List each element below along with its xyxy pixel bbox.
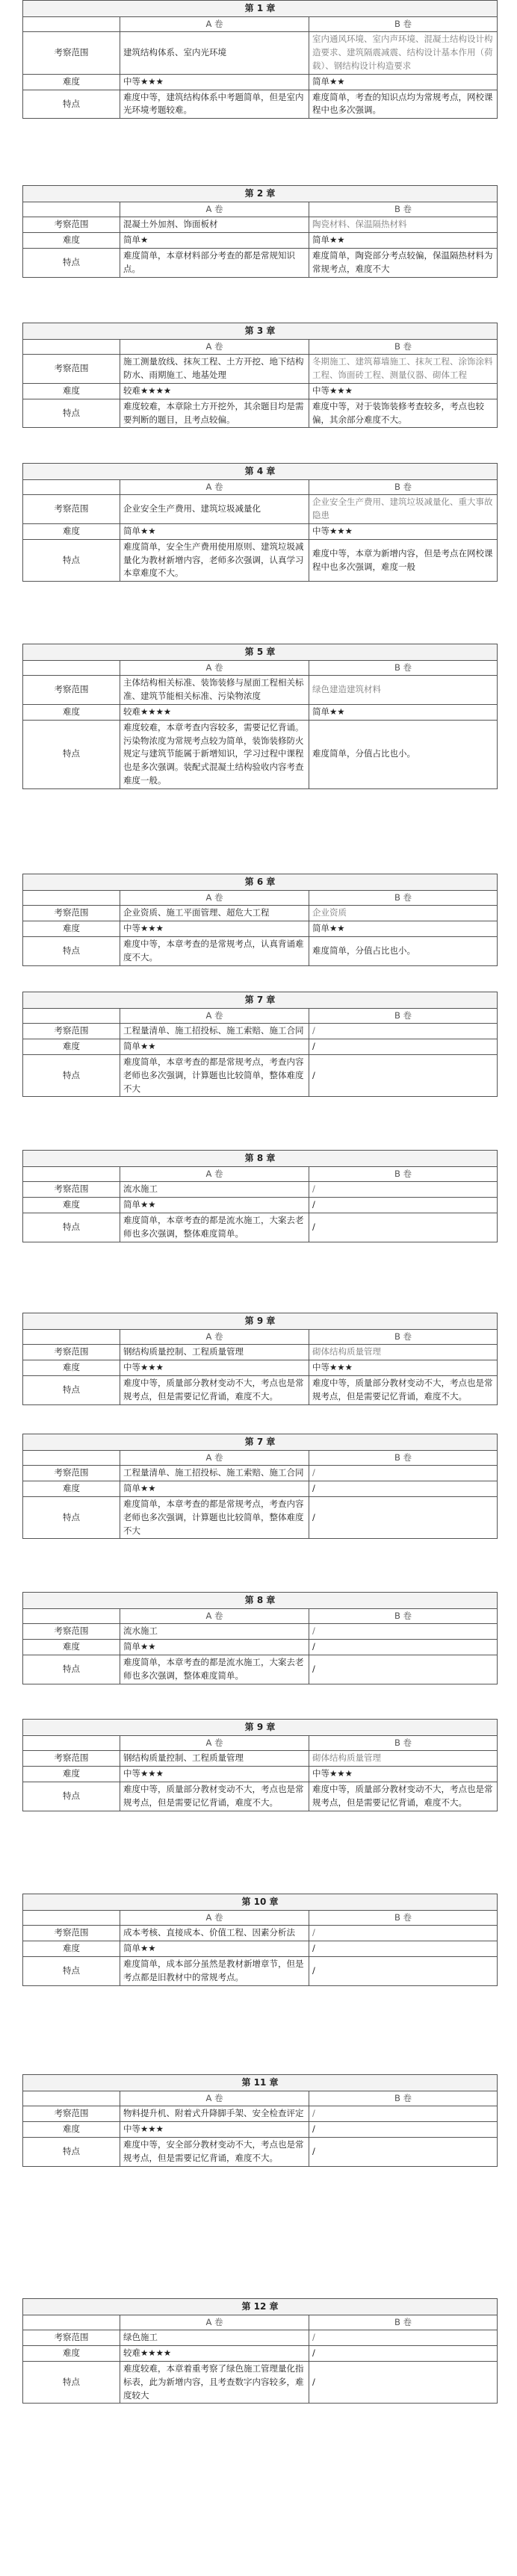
chapter-title-row — [23, 1, 498, 17]
chapter-title-row — [23, 644, 498, 661]
scope-label: 考察范围 — [23, 1182, 120, 1198]
scope-label: 考察范围 — [23, 217, 120, 233]
difficulty-row — [23, 233, 498, 249]
difficulty-a: 中等★★★ — [120, 1767, 309, 1782]
features-row — [23, 249, 498, 278]
difficulty-label: 难度 — [23, 233, 120, 249]
difficulty-label: 难度 — [23, 524, 120, 540]
features-label: 特点 — [23, 1655, 120, 1684]
features-a: 难度简单，本章材料部分考查的都是常规知识点。 — [120, 249, 309, 278]
chapter-title: 第 10 章 — [23, 1894, 498, 1911]
features-row — [23, 1055, 498, 1097]
difficulty-b: 简单★★ — [309, 921, 498, 937]
features-b: 难度中等，本章为新增内容，但是考点在网校课程中也多次强调，难度一般 — [309, 539, 498, 581]
col-b-header: B 卷 — [309, 1329, 498, 1345]
col-a-header: A 卷 — [120, 1608, 309, 1624]
scope-row — [23, 906, 498, 921]
features-a: 难度简单，安全生产费用使用原则、建筑垃圾减量化为教材新增内容，老师多次强调，认真学习本章难度不大。 — [120, 539, 309, 581]
difficulty-a: 简单★★ — [120, 1640, 309, 1655]
difficulty-a: 较难★★★★ — [120, 2346, 309, 2362]
features-label: 特点 — [23, 90, 120, 119]
col-a-header: A 卷 — [120, 2091, 309, 2106]
column-header-row — [23, 1450, 498, 1466]
chapter-title: 第 1 章 — [23, 1, 498, 17]
difficulty-a: 中等★★★ — [120, 2122, 309, 2138]
chapter-title: 第 7 章 — [23, 1434, 498, 1451]
col-a-header: A 卷 — [120, 1735, 309, 1751]
scope-label: 考察范围 — [23, 1751, 120, 1767]
scope-a: 钢结构质量控制、工程质量管理 — [120, 1345, 309, 1360]
difficulty-b: 简单★★ — [309, 233, 498, 249]
corner-cell — [23, 479, 120, 495]
scope-label: 考察范围 — [23, 1926, 120, 1941]
difficulty-label: 难度 — [23, 1481, 120, 1497]
column-header-row — [23, 16, 498, 32]
scope-label: 考察范围 — [23, 676, 120, 705]
column-header-row — [23, 339, 498, 355]
features-a: 难度较难，本章考查内容较多，需要记忆背诵。污染物浓度为常规考点较为简单，装饰装修防火规定与建筑节能属于新增知识，学习过程中课程也是多次强调。装配式混凝土结构验收内容考查难度一般。 — [120, 720, 309, 788]
column-header-row — [23, 1735, 498, 1751]
column-header-row — [23, 1608, 498, 1624]
corner-cell — [23, 660, 120, 676]
features-label: 特点 — [23, 1055, 120, 1097]
col-a-header: A 卷 — [120, 1450, 309, 1466]
col-a-header: A 卷 — [120, 202, 309, 217]
col-a-header: A 卷 — [120, 1329, 309, 1345]
scope-label: 考察范围 — [23, 2106, 120, 2122]
scope-b: / — [309, 1024, 498, 1039]
scope-label: 考察范围 — [23, 2330, 120, 2346]
difficulty-b: 中等★★★ — [309, 1360, 498, 1376]
scope-a: 物料提升机、附着式升降脚手架、安全检查评定 — [120, 2106, 309, 2122]
difficulty-label: 难度 — [23, 2122, 120, 2138]
col-b-header: B 卷 — [309, 1608, 498, 1624]
difficulty-label: 难度 — [23, 1640, 120, 1655]
scope-a: 企业安全生产费用、建筑垃圾减量化 — [120, 495, 309, 524]
difficulty-row — [23, 74, 498, 90]
features-row — [23, 90, 498, 119]
chapter-title: 第 6 章 — [23, 874, 498, 891]
difficulty-row — [23, 705, 498, 721]
features-a: 难度简单，成本部分虽然是教材新增章节，但是考点都是旧教材中的常规考点。 — [120, 1957, 309, 1986]
scope-b: / — [309, 2106, 498, 2122]
col-a-header: A 卷 — [120, 1166, 309, 1182]
col-a-header: A 卷 — [120, 1008, 309, 1024]
col-a-header: A 卷 — [120, 339, 309, 355]
scope-b: 室内通风环境、室内声环境、混凝土结构设计构造要求、建筑隔震减震、结构设计基本作用（荷载）、钢结构设计构造要求 — [309, 32, 498, 74]
difficulty-label: 难度 — [23, 1941, 120, 1957]
difficulty-row — [23, 524, 498, 540]
corner-cell — [23, 1450, 120, 1466]
chapter-table — [22, 644, 498, 789]
chapter-title: 第 12 章 — [23, 2299, 498, 2315]
col-b-header: B 卷 — [309, 1166, 498, 1182]
chapter-title: 第 5 章 — [23, 644, 498, 661]
scope-row — [23, 2106, 498, 2122]
difficulty-a: 中等★★★ — [120, 1360, 309, 1376]
features-b: / — [309, 2362, 498, 2404]
chapter-title: 第 4 章 — [23, 464, 498, 480]
corner-cell — [23, 1735, 120, 1751]
difficulty-b: 简单★★ — [309, 705, 498, 721]
chapter-title-row — [23, 464, 498, 480]
col-b-header: B 卷 — [309, 1735, 498, 1751]
features-a: 难度较难，本章着重考察了绿色施工管理量化指标表，此为新增内容，且考查数字内容较多，难度较大 — [120, 2362, 309, 2404]
features-row — [23, 1655, 498, 1684]
chapter-table — [22, 874, 498, 966]
features-a: 难度中等，安全部分教材变动不大，考点也是常规考点，但是需要记忆背诵，难度不大。 — [120, 2138, 309, 2167]
corner-cell — [23, 202, 120, 217]
difficulty-a: 较难★★★★ — [120, 384, 309, 399]
col-a-header: A 卷 — [120, 1910, 309, 1926]
difficulty-row — [23, 1941, 498, 1957]
column-header-row — [23, 2091, 498, 2106]
chapter-title-row — [23, 186, 498, 202]
scope-b: 冬期施工、建筑幕墙施工、抹灰工程、涂饰涂料工程、饰面砖工程、测量仪器、砌体工程 — [309, 355, 498, 384]
corner-cell — [23, 16, 120, 32]
col-b-header: B 卷 — [309, 2315, 498, 2330]
difficulty-row — [23, 2346, 498, 2362]
features-label: 特点 — [23, 2362, 120, 2404]
chapter-title: 第 9 章 — [23, 1313, 498, 1330]
chapter-table — [22, 992, 498, 1097]
features-row — [23, 1782, 498, 1811]
difficulty-a: 简单★★ — [120, 1198, 309, 1213]
difficulty-b: / — [309, 1640, 498, 1655]
col-b-header: B 卷 — [309, 479, 498, 495]
difficulty-row — [23, 1640, 498, 1655]
scope-label: 考察范围 — [23, 1345, 120, 1360]
difficulty-label: 难度 — [23, 1198, 120, 1213]
difficulty-b: 中等★★★ — [309, 1767, 498, 1782]
difficulty-a: 简单★★ — [120, 524, 309, 540]
features-label: 特点 — [23, 249, 120, 278]
features-b: / — [309, 1213, 498, 1242]
col-b-header: B 卷 — [309, 16, 498, 32]
features-label: 特点 — [23, 1782, 120, 1811]
features-row — [23, 937, 498, 966]
features-b: 难度中等，对于装饰装修考查较多，考点也较偏，其余部分难度不大。 — [309, 399, 498, 428]
scope-row — [23, 32, 498, 74]
col-b-header: B 卷 — [309, 339, 498, 355]
scope-a: 钢结构质量控制、工程质量管理 — [120, 1751, 309, 1767]
column-header-row — [23, 202, 498, 217]
chapter-title-row — [23, 1151, 498, 1167]
col-a-header: A 卷 — [120, 479, 309, 495]
column-header-row — [23, 1166, 498, 1182]
features-label: 特点 — [23, 2138, 120, 2167]
features-b: 难度简单，考查的知识点均为常规考点，网校课程中也多次强调。 — [309, 90, 498, 119]
scope-a: 绿色施工 — [120, 2330, 309, 2346]
difficulty-b: / — [309, 1941, 498, 1957]
chapter-title-row — [23, 1894, 498, 1911]
col-a-header: A 卷 — [120, 2315, 309, 2330]
chapter-table — [22, 323, 498, 428]
col-b-header: B 卷 — [309, 2091, 498, 2106]
column-header-row — [23, 660, 498, 676]
difficulty-label: 难度 — [23, 384, 120, 399]
scope-a: 建筑结构体系、室内光环境 — [120, 32, 309, 74]
col-b-header: B 卷 — [309, 890, 498, 906]
chapter-title-row — [23, 1434, 498, 1451]
chapter-title-row — [23, 1313, 498, 1330]
scope-b: 陶瓷材料、保温隔热材料 — [309, 217, 498, 233]
features-a: 难度中等，质量部分教材变动不大，考点也是常规考点，但是需要记忆背诵，难度不大。 — [120, 1376, 309, 1405]
corner-cell — [23, 339, 120, 355]
difficulty-row — [23, 2122, 498, 2138]
chapter-title: 第 8 章 — [23, 1593, 498, 1609]
scope-row — [23, 676, 498, 705]
difficulty-a: 简单★ — [120, 233, 309, 249]
chapter-table — [22, 1313, 498, 1405]
difficulty-a: 较难★★★★ — [120, 705, 309, 721]
column-header-row — [23, 890, 498, 906]
chapter-title: 第 2 章 — [23, 186, 498, 202]
chapter-title-row — [23, 1720, 498, 1736]
column-header-row — [23, 1008, 498, 1024]
chapter-title-row — [23, 2075, 498, 2091]
scope-a: 流水施工 — [120, 1182, 309, 1198]
corner-cell — [23, 1608, 120, 1624]
difficulty-label: 难度 — [23, 1360, 120, 1376]
col-a-header: A 卷 — [120, 660, 309, 676]
corner-cell — [23, 1166, 120, 1182]
features-b: 难度简单，陶瓷部分考点较偏，保温隔热材料为常规考点，难度不大 — [309, 249, 498, 278]
difficulty-b: 中等★★★ — [309, 524, 498, 540]
features-label: 特点 — [23, 1957, 120, 1986]
col-a-header: A 卷 — [120, 16, 309, 32]
scope-b: / — [309, 1466, 498, 1481]
chapter-table — [22, 2298, 498, 2404]
features-label: 特点 — [23, 720, 120, 788]
features-b: / — [309, 1055, 498, 1097]
features-label: 特点 — [23, 539, 120, 581]
features-a: 难度简单，本章考查的都是流水施工，大案去老师也多次强调，整体难度简单。 — [120, 1213, 309, 1242]
features-b: 难度中等，质量部分教材变动不大，考点也是常规考点，但是需要记忆背诵，难度不大。 — [309, 1782, 498, 1811]
col-b-header: B 卷 — [309, 1910, 498, 1926]
difficulty-a: 简单★★ — [120, 1039, 309, 1055]
difficulty-b: 中等★★★ — [309, 384, 498, 399]
difficulty-a: 中等★★★ — [120, 921, 309, 937]
scope-b: / — [309, 1926, 498, 1941]
corner-cell — [23, 2091, 120, 2106]
difficulty-row — [23, 1360, 498, 1376]
chapter-title: 第 11 章 — [23, 2075, 498, 2091]
corner-cell — [23, 1008, 120, 1024]
features-row — [23, 2362, 498, 2404]
chapter-table — [22, 0, 498, 119]
features-row — [23, 720, 498, 788]
chapter-title: 第 7 章 — [23, 992, 498, 1009]
features-a: 难度中等，质量部分教材变动不大，考点也是常规考点，但是需要记忆背诵，难度不大。 — [120, 1782, 309, 1811]
features-row — [23, 2138, 498, 2167]
chapter-title-row — [23, 1593, 498, 1609]
column-header-row — [23, 1329, 498, 1345]
chapter-title-row — [23, 874, 498, 891]
chapter-table — [22, 1592, 498, 1684]
difficulty-b: / — [309, 2122, 498, 2138]
scope-label: 考察范围 — [23, 495, 120, 524]
scope-b: 砌体结构质量管理 — [309, 1751, 498, 1767]
chapter-table — [22, 2074, 498, 2167]
scope-row — [23, 1466, 498, 1481]
scope-label: 考察范围 — [23, 906, 120, 921]
column-header-row — [23, 479, 498, 495]
features-b: / — [309, 2138, 498, 2167]
scope-row — [23, 1926, 498, 1941]
difficulty-row — [23, 1481, 498, 1497]
column-header-row — [23, 2315, 498, 2330]
scope-a: 混凝土外加剂、饰面板材 — [120, 217, 309, 233]
difficulty-row — [23, 921, 498, 937]
features-b: 难度简单，分值占比也小。 — [309, 937, 498, 966]
chapter-title: 第 8 章 — [23, 1151, 498, 1167]
corner-cell — [23, 890, 120, 906]
scope-label: 考察范围 — [23, 1624, 120, 1640]
chapter-table — [22, 463, 498, 582]
features-b: / — [309, 1957, 498, 1986]
chapter-title-row — [23, 323, 498, 340]
features-row — [23, 399, 498, 428]
difficulty-b: / — [309, 2346, 498, 2362]
features-row — [23, 1376, 498, 1405]
col-b-header: B 卷 — [309, 202, 498, 217]
chapter-title-row — [23, 2299, 498, 2315]
difficulty-label: 难度 — [23, 2346, 120, 2362]
features-label: 特点 — [23, 1497, 120, 1539]
difficulty-label: 难度 — [23, 921, 120, 937]
difficulty-a: 简单★★ — [120, 1941, 309, 1957]
scope-a: 企业资质、施工平面管理、超危大工程 — [120, 906, 309, 921]
scope-row — [23, 217, 498, 233]
difficulty-row — [23, 384, 498, 399]
scope-row — [23, 1345, 498, 1360]
chapter-table — [22, 1894, 498, 1986]
features-label: 特点 — [23, 399, 120, 428]
difficulty-b: / — [309, 1198, 498, 1213]
scope-a: 流水施工 — [120, 1624, 309, 1640]
difficulty-b: 简单★★ — [309, 74, 498, 90]
features-a: 难度简单，本章考查的都是流水施工，大案去老师也多次强调，整体难度简单。 — [120, 1655, 309, 1684]
chapter-table — [22, 1719, 498, 1811]
scope-label: 考察范围 — [23, 1466, 120, 1481]
features-row — [23, 1213, 498, 1242]
corner-cell — [23, 1329, 120, 1345]
scope-b: / — [309, 2330, 498, 2346]
features-a: 难度中等，本章考查的是常规考点，认真背诵难度不大。 — [120, 937, 309, 966]
scope-b: 企业安全生产费用、建筑垃圾减量化、重大事故隐患 — [309, 495, 498, 524]
scope-a: 施工测量放线、抹灰工程、土方开挖、地下结构防水、雨期施工、地基处理 — [120, 355, 309, 384]
difficulty-row — [23, 1039, 498, 1055]
features-b: 难度简单，分值占比也小。 — [309, 720, 498, 788]
chapter-table — [22, 185, 498, 278]
difficulty-a: 中等★★★ — [120, 74, 309, 90]
scope-row — [23, 2330, 498, 2346]
difficulty-a: 简单★★ — [120, 1481, 309, 1497]
corner-cell — [23, 1910, 120, 1926]
col-b-header: B 卷 — [309, 1008, 498, 1024]
difficulty-label: 难度 — [23, 1039, 120, 1055]
chapter-table — [22, 1434, 498, 1539]
features-label: 特点 — [23, 1213, 120, 1242]
scope-a: 工程量清单、施工招投标、施工索赔、施工合同 — [120, 1024, 309, 1039]
features-row — [23, 539, 498, 581]
scope-label: 考察范围 — [23, 32, 120, 74]
scope-row — [23, 1024, 498, 1039]
chapter-title: 第 9 章 — [23, 1720, 498, 1736]
scope-row — [23, 495, 498, 524]
scope-b: 砌体结构质量管理 — [309, 1345, 498, 1360]
features-row — [23, 1957, 498, 1986]
features-label: 特点 — [23, 937, 120, 966]
features-b: 难度中等，质量部分教材变动不大，考点也是常规考点，但是需要记忆背诵，难度不大。 — [309, 1376, 498, 1405]
scope-b: / — [309, 1182, 498, 1198]
col-b-header: B 卷 — [309, 660, 498, 676]
col-b-header: B 卷 — [309, 1450, 498, 1466]
scope-label: 考察范围 — [23, 1024, 120, 1039]
scope-b: 绿色建造建筑材料 — [309, 676, 498, 705]
scope-row — [23, 1182, 498, 1198]
features-row — [23, 1497, 498, 1539]
scope-a: 主体结构相关标准、装饰装修与屋面工程相关标准、建筑节能相关标准、污染物浓度 — [120, 676, 309, 705]
chapter-table — [22, 1150, 498, 1242]
difficulty-label: 难度 — [23, 705, 120, 721]
scope-b: / — [309, 1624, 498, 1640]
features-label: 特点 — [23, 1376, 120, 1405]
difficulty-b: / — [309, 1039, 498, 1055]
chapter-title: 第 3 章 — [23, 323, 498, 340]
difficulty-row — [23, 1767, 498, 1782]
column-header-row — [23, 1910, 498, 1926]
scope-row — [23, 355, 498, 384]
features-b: / — [309, 1497, 498, 1539]
features-a: 难度简单，本章考查的都是常规考点，考查内容老师也多次强调，计算题也比较简单，整体难度不大 — [120, 1497, 309, 1539]
features-a: 难度较难，本章除土方开挖外，其余题目均是需要判断的题目，且考点较偏。 — [120, 399, 309, 428]
scope-row — [23, 1624, 498, 1640]
scope-b: 企业资质 — [309, 906, 498, 921]
scope-a: 工程量清单、施工招投标、施工索赔、施工合同 — [120, 1466, 309, 1481]
scope-label: 考察范围 — [23, 355, 120, 384]
scope-a: 成本考核、直接成本、价值工程、因素分析法 — [120, 1926, 309, 1941]
chapter-title-row — [23, 992, 498, 1009]
difficulty-label: 难度 — [23, 1767, 120, 1782]
difficulty-row — [23, 1198, 498, 1213]
corner-cell — [23, 2315, 120, 2330]
features-a: 难度简单，本章考查的都是常规考点，考查内容老师也多次强调，计算题也比较简单，整体难度不大 — [120, 1055, 309, 1097]
features-a: 难度中等，建筑结构体系中考题简单，但是室内光环境考题较难。 — [120, 90, 309, 119]
features-b: / — [309, 1655, 498, 1684]
col-a-header: A 卷 — [120, 890, 309, 906]
scope-row — [23, 1751, 498, 1767]
difficulty-label: 难度 — [23, 74, 120, 90]
difficulty-b: / — [309, 1481, 498, 1497]
